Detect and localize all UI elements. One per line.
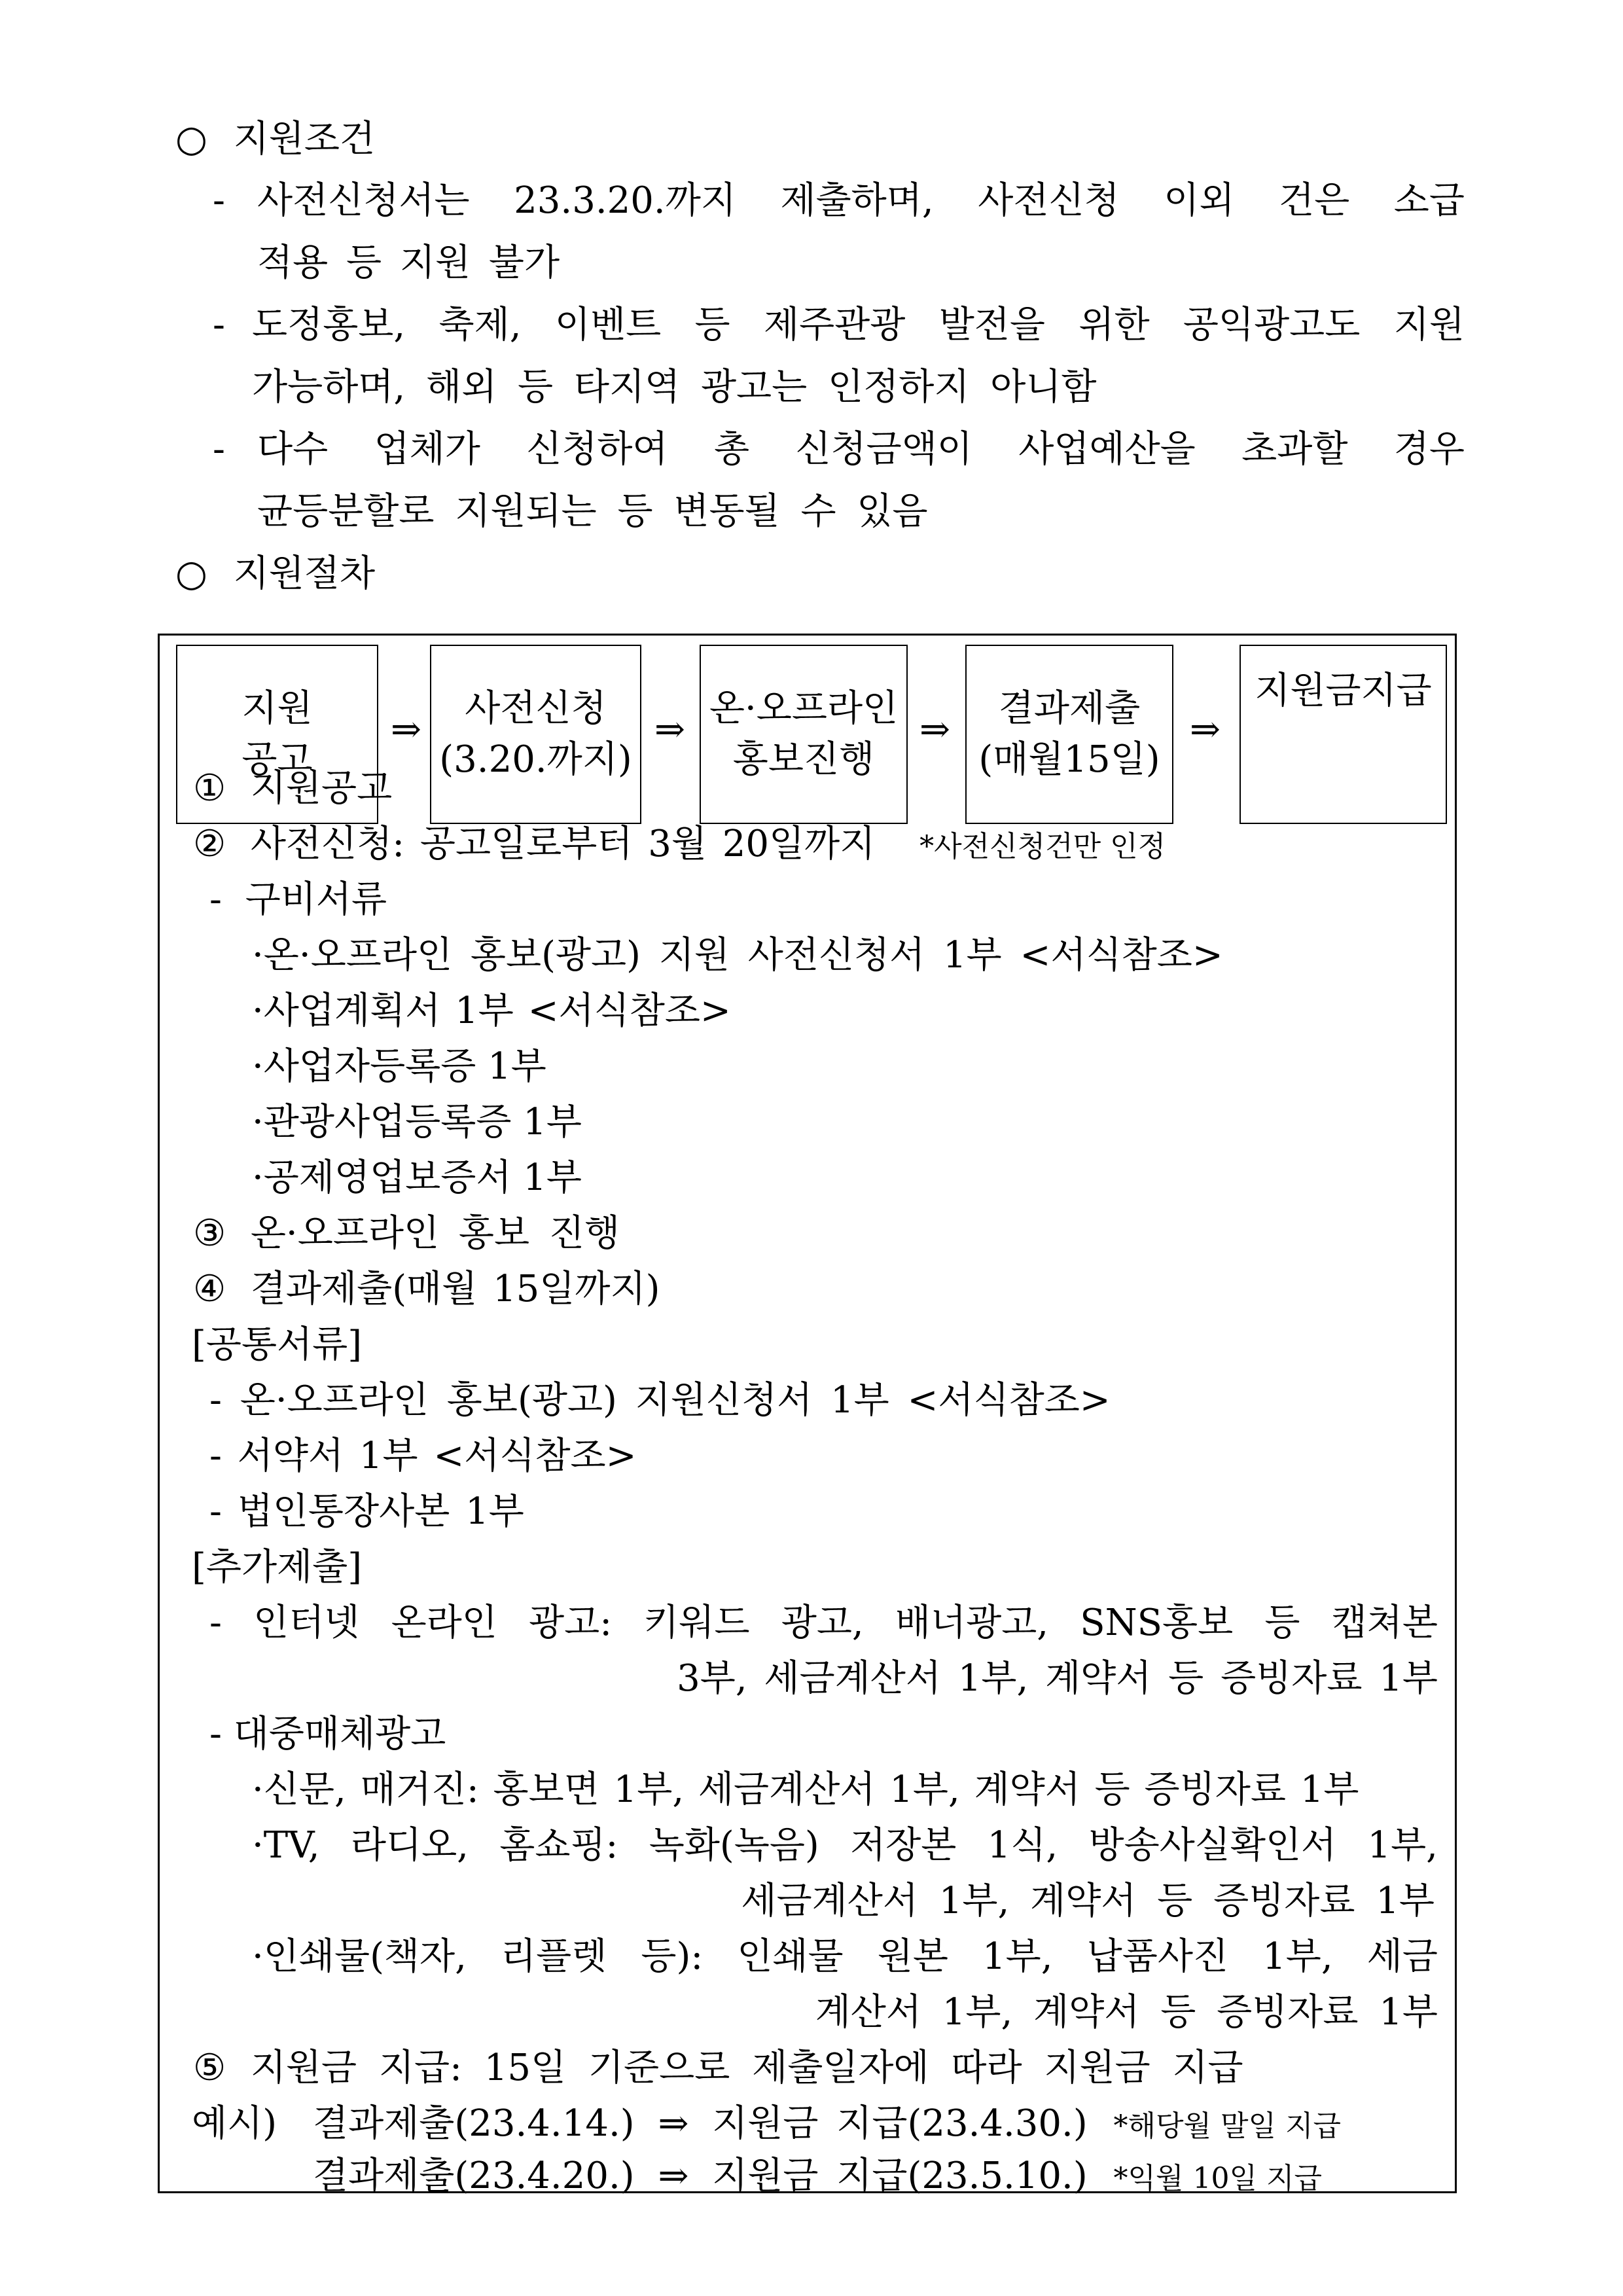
- word: ·TV,: [252, 1824, 320, 1867]
- flow-step-line: 공고: [241, 738, 313, 781]
- word: 저장본: [850, 1824, 957, 1867]
- word: 이외: [1164, 179, 1235, 222]
- required-doc-item: ·사업자등록증 1부: [252, 1045, 546, 1088]
- word: 건은: [1279, 179, 1350, 222]
- word: 신청하여: [526, 428, 668, 471]
- word: 소급: [1393, 179, 1465, 222]
- step-note: *사전신청건만 인정: [919, 830, 1166, 863]
- word: 지원: [1393, 304, 1465, 346]
- common-doc-item: - 법인통장사본 1부: [209, 1490, 524, 1533]
- word: 등: [694, 304, 730, 346]
- step-text: 결과제출(매월 15일까지): [250, 1268, 660, 1310]
- word: 등):: [641, 1935, 704, 1978]
- circle-bullet-icon: ○: [175, 118, 207, 160]
- condition-item-3-line2: 균등분할로 지원되는 등 변동될 수 있음: [257, 490, 928, 533]
- internet-ad-line2: 3부, 세금계산서 1부, 계약서 등 증빙자료 1부: [677, 1657, 1438, 1700]
- flow-step-line: 결과제출: [998, 687, 1141, 730]
- section-title: 지원조건: [233, 118, 376, 160]
- word: 업체가: [374, 428, 480, 471]
- step-1: [193, 766, 392, 812]
- example-row: [313, 2101, 1341, 2149]
- circled-number-5: ⑤: [193, 2047, 226, 2089]
- flow-step-result-submission: [965, 645, 1173, 824]
- required-docs-title: 구비서류: [245, 878, 387, 921]
- additional-docs-heading: [추가제출]: [192, 1546, 363, 1588]
- condition-item-2-line2: 가능하며, 해외 등 타지역 광고는 인정하지 아니함: [252, 366, 1097, 408]
- common-doc-item: - 온·오프라인 홍보(광고) 지원신청서 1부 <서식참조>: [209, 1379, 1111, 1422]
- circled-number-1: ①: [193, 767, 226, 810]
- double-arrow-icon: ⇒: [1190, 708, 1221, 751]
- word: 광고,: [781, 1602, 864, 1644]
- word: 세금: [1366, 1935, 1438, 1978]
- step-2: [193, 821, 1166, 870]
- dash-bullet: -: [209, 878, 222, 921]
- section-conditions-heading: [175, 117, 375, 162]
- example-label: 예시): [192, 2102, 277, 2145]
- example-submit: 결과제출(23.4.20.): [313, 2155, 635, 2197]
- circled-number-2: ②: [193, 823, 226, 865]
- word: 사전신청서는: [257, 179, 470, 222]
- tv-item-line1: [252, 1823, 1438, 1869]
- required-doc-item: ·온·오프라인 홍보(광고) 지원 사전신청서 1부 <서식참조>: [252, 934, 1223, 977]
- word: 인터넷: [253, 1602, 360, 1644]
- word: 납품사진: [1086, 1935, 1229, 1978]
- example-note: *익월 10일 지급: [1113, 2162, 1323, 2195]
- flow-step-line: 지원: [241, 687, 313, 730]
- flow-step-line: 홍보진행: [732, 738, 875, 781]
- word: 공익광고도: [1183, 304, 1361, 346]
- example-submit: 결과제출(23.4.14.): [313, 2102, 635, 2145]
- double-arrow-icon: ⇒: [919, 708, 950, 751]
- word: 홈쇼핑:: [499, 1824, 618, 1867]
- example-payment: 지원금 지급(23.5.10.): [712, 2155, 1088, 2197]
- word: 제출하며,: [780, 179, 934, 222]
- word: 도정홍보,: [252, 304, 406, 346]
- word: 사전신청: [978, 179, 1120, 222]
- circled-number-3: ③: [193, 1212, 226, 1255]
- common-docs-heading: [공통서류]: [192, 1323, 363, 1366]
- word: 총: [713, 428, 750, 471]
- flow-step-line: 사전신청: [465, 687, 607, 730]
- word: 키워드: [643, 1602, 750, 1644]
- flow-step-line: 지원금지급: [1255, 670, 1432, 712]
- section-title: 지원절차: [233, 552, 376, 595]
- tv-item-line2: 세금계산서 1부, 계약서 등 증빙자료 1부: [741, 1880, 1435, 1922]
- step-3: [193, 1211, 620, 1257]
- flow-step-line: (3.20.까지): [439, 738, 632, 781]
- dash-bullet: -: [213, 304, 225, 346]
- word: ·인쇄물(책자,: [252, 1935, 467, 1978]
- flow-step-line: 온·오프라인: [709, 687, 899, 730]
- section-procedure-heading: [175, 551, 375, 597]
- word: 라디오,: [350, 1824, 469, 1867]
- word: 등: [1264, 1602, 1300, 1644]
- word: -: [209, 1602, 222, 1644]
- step-text: 온·오프라인 홍보 진행: [250, 1212, 620, 1255]
- word: 사업예산을: [1018, 428, 1196, 471]
- example-note: *해당월 말일 지급: [1113, 2109, 1342, 2143]
- flow-step-line: (매월15일): [978, 738, 1160, 781]
- word: 축제,: [438, 304, 522, 346]
- word: 다수: [257, 428, 329, 471]
- internet-ad-line1: [209, 1600, 1438, 1646]
- step-text: 사전신청: 공고일로부터 3월 20일까지: [250, 823, 876, 865]
- print-item-line1: [252, 1934, 1438, 1980]
- dash-bullet: -: [213, 179, 225, 222]
- word: 배너광고,: [895, 1602, 1049, 1644]
- word: 이벤트: [554, 304, 662, 346]
- condition-item-2-line1: [252, 302, 1465, 348]
- newspaper-item: ·신문, 매거진: 홍보면 1부, 세금계산서 1부, 계약서 등 증빙자료 1부: [252, 1768, 1359, 1811]
- word: 인쇄물: [737, 1935, 844, 1978]
- word: 광고:: [529, 1602, 613, 1644]
- word: 위한: [1079, 304, 1150, 346]
- double-arrow-icon: ⇒: [658, 2102, 689, 2145]
- step-text: 지원금 지급: 15일 기준으로 제출일자에 따라 지원금 지급: [250, 2047, 1243, 2089]
- double-arrow-icon: ⇒: [391, 708, 421, 751]
- double-arrow-icon: ⇒: [654, 708, 685, 751]
- word: 원본: [877, 1935, 948, 1978]
- condition-item-3-line1: [257, 427, 1465, 473]
- word: 1부,: [982, 1935, 1053, 1978]
- required-doc-item: ·사업계획서 1부 <서식참조>: [252, 990, 731, 1032]
- word: 온라인: [391, 1602, 497, 1644]
- step-5: [193, 2045, 1243, 2091]
- word: 신청금액이: [795, 428, 972, 471]
- flow-step-payment: [1240, 645, 1447, 824]
- word: 방송사실확인서: [1088, 1824, 1337, 1867]
- dash-bullet: -: [213, 428, 225, 471]
- required-doc-item: ·관광사업등록증 1부: [252, 1101, 582, 1143]
- word: 1부,: [1367, 1824, 1438, 1867]
- print-item-line2: 계산서 1부, 계약서 등 증빙자료 1부: [815, 1991, 1438, 2034]
- word: 제주관광: [763, 304, 906, 346]
- mass-media-heading: - 대중매체광고: [209, 1713, 446, 1755]
- condition-item-1-line2: 적용 등 지원 불가: [257, 242, 560, 284]
- word: 리플렛: [501, 1935, 607, 1978]
- circle-bullet-icon: ○: [175, 552, 207, 595]
- example-row: [313, 2153, 1322, 2202]
- word: 1부,: [1262, 1935, 1333, 1978]
- flow-step-pre-application: [430, 645, 641, 824]
- required-docs-heading: [209, 877, 387, 923]
- step-text: 지원공고: [250, 767, 393, 810]
- word: 경우: [1393, 428, 1465, 471]
- flow-step-promotion: [700, 645, 908, 824]
- step-4: [193, 1266, 660, 1312]
- double-arrow-icon: ⇒: [658, 2155, 689, 2197]
- circled-number-4: ④: [193, 1268, 226, 1310]
- example-payment: 지원금 지급(23.4.30.): [712, 2102, 1088, 2145]
- common-doc-item: - 서약서 1부 <서식참조>: [209, 1435, 637, 1477]
- word: 녹화(녹음): [649, 1824, 819, 1867]
- word: 캡쳐본: [1331, 1602, 1438, 1644]
- required-doc-item: ·공제영업보증서 1부: [252, 1157, 582, 1199]
- word: 1식,: [987, 1824, 1058, 1867]
- condition-item-1-line1: [257, 178, 1465, 224]
- word: SNS홍보: [1080, 1602, 1234, 1644]
- word: 23.3.20.까지: [514, 179, 736, 222]
- word: 초과할: [1241, 428, 1348, 471]
- word: 발전을: [938, 304, 1045, 346]
